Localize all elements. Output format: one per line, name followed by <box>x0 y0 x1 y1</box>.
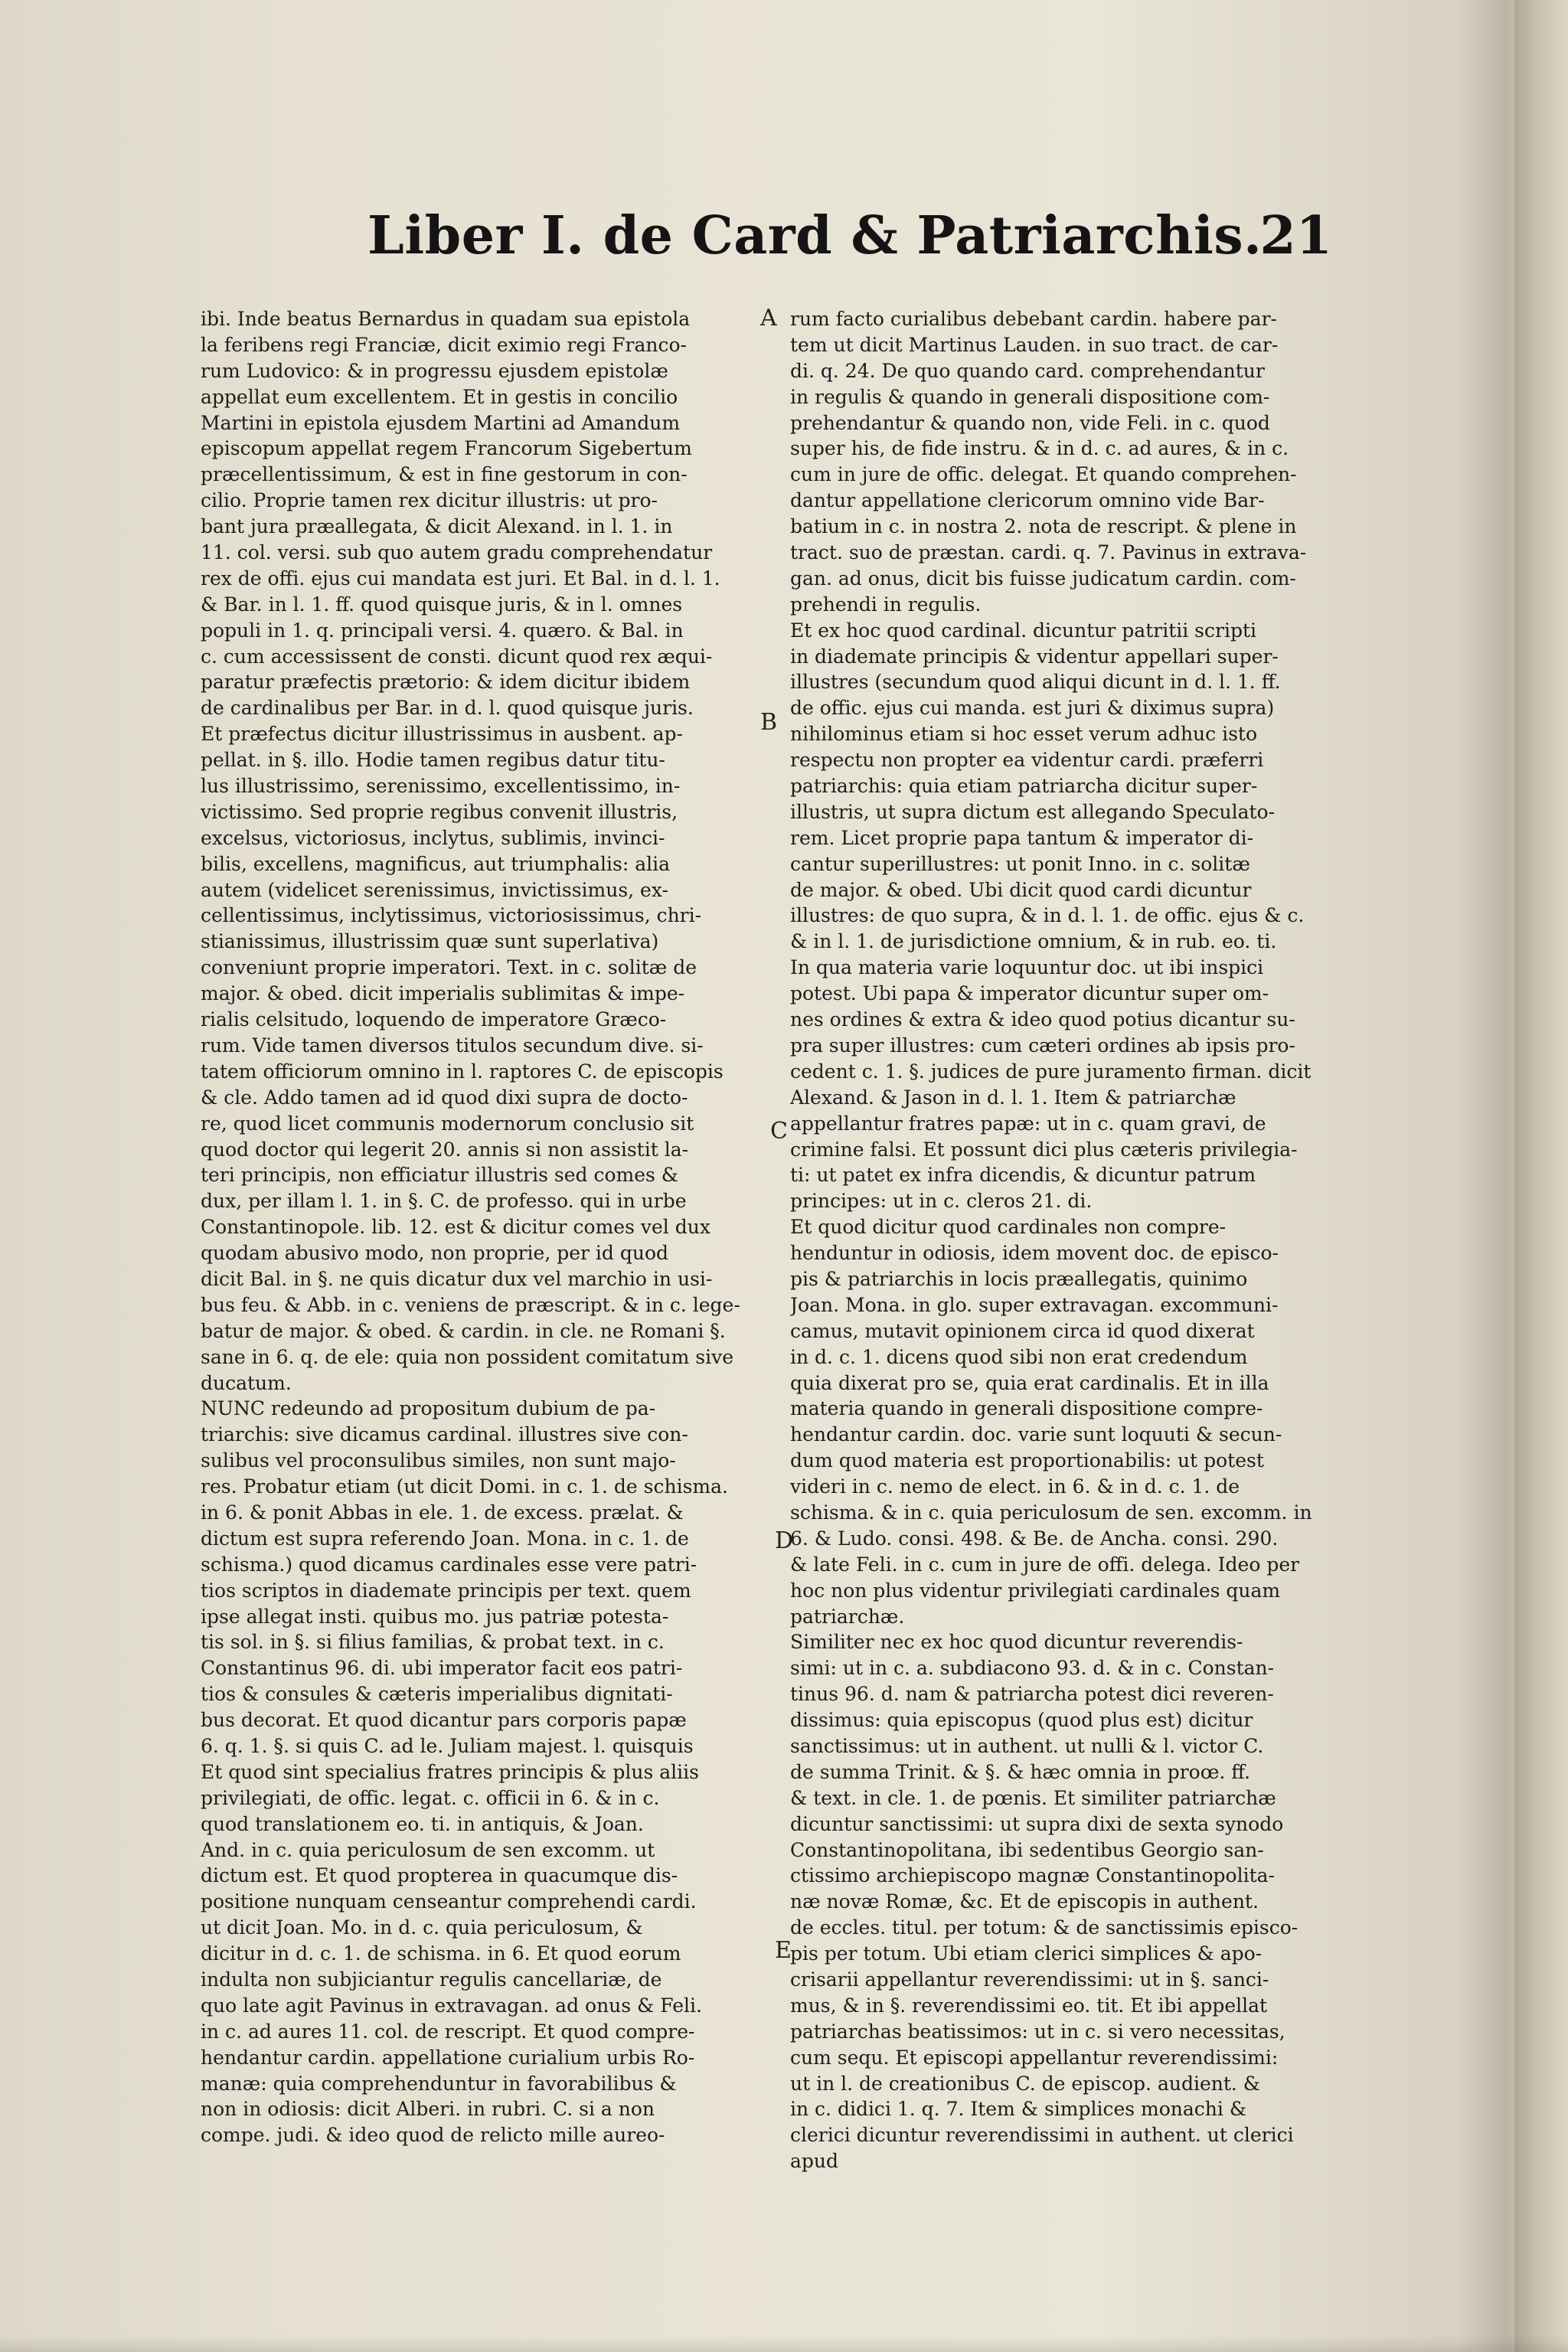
text-line: simi: ut in c. a. subdiacono 93. d. & in c. Constan- <box>790 1657 1275 1680</box>
text-line: patriarchis: quia etiam patriarcha dicitur super- <box>790 775 1258 798</box>
text-line: dicitur in d. c. 1. de schisma. in 6. Et quod eorum <box>201 1942 681 1965</box>
text-line: cilio. Proprie tamen rex dicitur illustris: ut pro- <box>201 489 658 512</box>
margin-letter-d: D <box>775 1527 794 1554</box>
text-line: ipse allegat insti. quibus mo. jus patriæ potesta- <box>201 1605 669 1628</box>
text-line: 6. & Ludo. consi. 498. & Be. de Ancha. consi. 290. <box>790 1527 1279 1550</box>
text-line: illustres: de quo supra, & in d. l. 1. de offic. ejus & c. <box>790 904 1305 927</box>
text-line: episcopum appellat regem Francorum Sigebertum <box>201 437 692 460</box>
text-line: camus, mutavit opinionem circa id quod dixerat <box>790 1319 1255 1342</box>
text-line: cellentissimus, inclytissimus, victoriosissimus, chri- <box>201 904 702 927</box>
text-line: prehendantur & quando non, vide Feli. in c. quod <box>790 411 1270 434</box>
text-line: And. in c. quia periculosum de sen excomm. ut <box>201 1838 655 1861</box>
text-line: principes: ut in c. cleros 21. di. <box>790 1190 1093 1213</box>
text-line: re, quod licet communis modernorum conclusio sit <box>201 1112 694 1135</box>
text-line: Similiter nec ex hoc quod dicuntur reverendis- <box>790 1631 1243 1654</box>
page-number: 21 <box>1259 205 1332 266</box>
text-line: schisma. & in c. quia periculosum de sen. excomm. in <box>790 1501 1312 1524</box>
text-line: Et quod dicitur quod cardinales non compre- <box>790 1216 1227 1239</box>
text-line: clerici dicuntur reverendissimi in authent. ut clerici <box>790 2124 1294 2147</box>
text-line: dum quod materia est proportionabilis: ut potest <box>790 1449 1264 1472</box>
text-line: in regulis & quando in generali dispositione com- <box>790 385 1270 408</box>
text-line: cum in jure de offic. delegat. Et quando comprehen- <box>790 463 1297 486</box>
text-line: sane in 6. q. de ele: quia non possident comitatum sive <box>201 1345 734 1368</box>
text-line: Constantinus 96. di. ubi imperator facit eos patri- <box>201 1657 683 1680</box>
text-line: prehendi in regulis. <box>790 593 982 616</box>
text-line: crimine falsi. Et possunt dici plus cæteris privilegia- <box>790 1138 1298 1161</box>
text-line: populi in 1. q. principali versi. 4. quæro. & Bal. in <box>201 619 684 642</box>
text-line: bus feu. & Abb. in c. veniens de præscript. & in c. lege- <box>201 1293 740 1316</box>
text-line: quod doctor qui legerit 20. annis si non assistit la- <box>201 1138 689 1161</box>
text-line: major. & obed. dicit imperialis sublimitas & impe- <box>201 982 685 1005</box>
text-line: rum. Vide tamen diversos titulos secundum dive. si- <box>201 1034 704 1057</box>
text-line: præcellentissimum, & est in fine gestorum in con- <box>201 463 688 486</box>
text-line: tios & consules & cæteris imperialibus dignitati- <box>201 1683 673 1706</box>
running-title: Liber I. de Card & Patriarchis. <box>368 205 1263 266</box>
text-line: apud <box>790 2150 839 2173</box>
margin-letter-b: B <box>760 709 778 736</box>
text-line: pis & patriarchis in locis præallegatis, quinimo <box>790 1267 1248 1290</box>
text-line: la feribens regi Franciæ, dicit eximio regi Franco- <box>201 333 687 356</box>
text-line: stianissimus, illustrissim quæ sunt superlativa) <box>201 930 659 953</box>
text-line: rum facto curialibus debebant cardin. habere par- <box>790 308 1277 330</box>
text-line: materia quando in generali dispositione compre- <box>790 1397 1263 1420</box>
text-line: pra super illustres: cum cæteri ordines ab ipsis pro- <box>790 1034 1295 1057</box>
text-line: ut dicit Joan. Mo. in d. c. quia periculosum, & <box>201 1916 643 1939</box>
text-line: 11. col. versi. sub quo autem gradu comprehendatur <box>201 541 713 564</box>
text-line: dicuntur sanctissimi: ut supra dixi de sexta synodo <box>790 1812 1284 1835</box>
text-line: de offic. ejus cui manda. est juri & diximus supra) <box>790 697 1275 720</box>
text-line: victissimo. Sed proprie regibus convenit illustris, <box>201 800 678 823</box>
text-line: gan. ad onus, dicit bis fuisse judicatum cardin. com- <box>790 567 1296 590</box>
text-line: positione nunquam censeantur comprehendi cardi. <box>201 1890 697 1913</box>
text-line: rum Ludovico: & in progressu ejusdem epistolæ <box>201 359 668 382</box>
text-line: non in odiosis: dicit Alberi. in rubri. C. si a non <box>201 2098 655 2121</box>
text-line: Et quod sint specialius fratres principis & plus aliis <box>201 1760 699 1783</box>
text-line: crisarii appellantur reverendissimi: ut in §. sanci- <box>790 1968 1269 1991</box>
text-line: tract. suo de præstan. cardi. q. 7. Pavinus in extrava- <box>790 541 1307 564</box>
text-line: cum sequ. Et episcopi appellantur reverendissimi: <box>790 2046 1279 2069</box>
text-line: Martini in epistola ejusdem Martini ad Amandum <box>201 411 681 434</box>
text-line: hendantur cardin. doc. varie sunt loquuti & secun- <box>790 1423 1282 1446</box>
text-line: Alexand. & Jason in d. l. 1. Item & patriarchæ <box>790 1086 1236 1109</box>
text-line: hendantur cardin. appellatione curialium urbis Ro- <box>201 2046 695 2069</box>
text-line: In qua materia varie loquuntur doc. ut ibi inspici <box>790 956 1264 979</box>
text-line: videri in c. nemo de elect. in 6. & in d. c. 1. de <box>790 1475 1240 1498</box>
text-line: nihilominus etiam si hoc esset verum adhuc isto <box>790 723 1258 746</box>
margin-letter-a: A <box>760 305 777 332</box>
text-line: in diademate principis & videntur appellari super- <box>790 645 1279 668</box>
text-line: triarchis: sive dicamus cardinal. illustres sive con- <box>201 1423 688 1446</box>
text-line: in d. c. 1. dicens quod sibi non erat credendum <box>790 1345 1248 1368</box>
text-line: & text. in cle. 1. de pœnis. Et similiter patriarchæ <box>790 1786 1276 1809</box>
text-line: dantur appellatione clericorum omnino vide Bar- <box>790 489 1265 512</box>
text-line: indulta non subjiciantur regulis cancellariæ, de <box>201 1968 662 1991</box>
text-line: de major. & obed. Ubi dicit quod cardi dicuntur <box>790 878 1252 901</box>
text-line: manæ: quia comprehenduntur in favorabilibus & <box>201 2072 677 2095</box>
text-line: appellat eum excellentem. Et in gestis in concilio <box>201 385 678 408</box>
text-line: quodam abusivo modo, non proprie, per id quod <box>201 1242 669 1265</box>
text-line: autem (videlicet serenissimus, invictissimus, ex- <box>201 878 668 901</box>
text-line: potest. Ubi papa & imperator dicuntur super om- <box>790 982 1269 1005</box>
text-line: quo late agit Pavinus in extravagan. ad onus & Feli. <box>201 1994 702 2017</box>
text-line: dissimus: quia episcopus (quod plus est) dicitur <box>790 1709 1253 1732</box>
text-line: & late Feli. in c. cum in jure de offi. delega. Ideo per <box>790 1553 1300 1576</box>
text-line: dictum est. Et quod propterea in quacumque dis- <box>201 1864 678 1887</box>
text-line: sanctissimus: ut in authent. ut nulli & l. victor C. <box>790 1734 1264 1757</box>
text-line: hoc non plus videntur privilegiati cardinales quam <box>790 1579 1281 1602</box>
text-line: & cle. Addo tamen ad id quod dixi supra de docto- <box>201 1086 688 1109</box>
text-line: Et præfectus dicitur illustrissimus in ausbent. ap- <box>201 723 683 746</box>
left-text-column <box>201 306 767 2266</box>
text-line: batium in c. in nostra 2. nota de rescript. & plene in <box>790 515 1297 538</box>
text-line: respectu non propter ea videntur cardi. præferri <box>790 749 1264 772</box>
text-line: bus decorat. Et quod dicantur pars corporis papæ <box>201 1709 687 1732</box>
text-line: dictum est supra referendo Joan. Mona. in c. 1. de <box>201 1527 689 1550</box>
text-line: tis sol. in §. si filius familias, & probat text. in c. <box>201 1631 665 1654</box>
text-line: cantur superillustres: ut ponit Inno. in c. solitæ <box>790 852 1250 875</box>
text-line: compe. judi. & ideo quod de relicto mille aureo- <box>201 2124 665 2147</box>
text-line: de cardinalibus per Bar. in d. l. quod quisque juris. <box>201 697 694 720</box>
text-line: Et ex hoc quod cardinal. dicuntur patritii scripti <box>790 619 1256 642</box>
text-line: pellat. in §. illo. Hodie tamen regibus datur titu- <box>201 749 665 772</box>
text-line: Constantinopolitana, ibi sedentibus Georgio san- <box>790 1838 1264 1861</box>
page-bottom-shadow <box>0 2335 1568 2352</box>
text-line: de summa Trinit. & §. & hæc omnia in proœ. ff. <box>790 1760 1251 1783</box>
margin-letter-e: E <box>775 1937 792 1964</box>
text-line: 6. q. 1. §. si quis C. ad le. Juliam majest. l. quisquis <box>201 1734 694 1757</box>
text-line: tatem officiorum omnino in l. raptores C. de episcopis <box>201 1060 724 1083</box>
text-line: privilegiati, de offic. legat. c. officii in 6. & in c. <box>201 1786 660 1809</box>
text-line: illustres (secundum quod aliqui dicunt in d. l. 1. ff. <box>790 671 1281 694</box>
text-line: ducatum. <box>201 1371 292 1394</box>
page-gutter-shadow <box>1514 0 1568 2352</box>
text-line: excelsus, victoriosus, inclytus, sublimis, invinci- <box>201 826 665 849</box>
text-line: mus, & in §. reverendissimi eo. tit. Et ibi appellat <box>790 1994 1268 2017</box>
text-line: de eccles. titul. per totum: & de sanctissimis episco- <box>790 1916 1298 1939</box>
text-line: dicit Bal. in §. ne quis dicatur dux vel marchio in usi- <box>201 1267 713 1290</box>
text-line: tem ut dicit Martinus Lauden. in suo tract. de car- <box>790 333 1279 356</box>
text-line: patriarchas beatissimos: ut in c. si vero necessitas, <box>790 2020 1285 2043</box>
text-line: rex de offi. ejus cui mandata est juri. Et Bal. in d. l. 1. <box>201 567 720 590</box>
text-line: super his, de fide instru. & in d. c. ad aures, & in c. <box>790 437 1289 460</box>
text-line: tinus 96. d. nam & patriarcha potest dici reveren- <box>790 1683 1274 1706</box>
text-line: bilis, excellens, magnificus, aut triumphalis: alia <box>201 852 671 875</box>
text-line: cedent c. 1. §. judices de pure juramento firman. dicit <box>790 1060 1312 1083</box>
text-line: conveniunt proprie imperatori. Text. in c. solitæ de <box>201 956 697 979</box>
text-line: tios scriptos in diademate principis per text. quem <box>201 1579 691 1602</box>
text-line: ibi. Inde beatus Bernardus in quadam sua epistola <box>201 308 691 330</box>
text-line: in c. ad aures 11. col. de rescript. Et quod compre- <box>201 2020 695 2043</box>
text-line: quod translationem eo. ti. in antiquis, & Joan. <box>201 1812 644 1835</box>
right-text-column <box>790 306 1349 2266</box>
text-line: teri principis, non efficiatur illustris sed comes & <box>201 1164 679 1187</box>
text-line: schisma.) quod dicamus cardinales esse vere patri- <box>201 1553 697 1576</box>
text-line: & Bar. in l. 1. ff. quod quisque juris, & in l. omnes <box>201 593 683 616</box>
text-line: nes ordines & extra & ideo quod potius dicantur su- <box>790 1008 1295 1031</box>
text-line: di. q. 24. De quo quando card. comprehendantur <box>790 359 1265 382</box>
text-line: lus illustrissimo, serenissimo, excellentissimo, in- <box>201 775 681 798</box>
text-line: illustris, ut supra dictum est allegando Speculato- <box>790 800 1276 823</box>
text-line: patriarchæ. <box>790 1605 905 1628</box>
text-line: in 6. & ponit Abbas in ele. 1. de excess. prælat. & <box>201 1501 684 1524</box>
text-line: appellantur fratres papæ: ut in c. quam gravi, de <box>790 1112 1266 1135</box>
text-line: dux, per illam l. 1. in §. C. de professo. qui in urbe <box>201 1190 687 1213</box>
text-line: batur de major. & obed. & cardin. in cle. ne Romani §. <box>201 1319 726 1342</box>
text-line: næ novæ Romæ, &c. Et de episcopis in authent. <box>790 1890 1259 1913</box>
text-line: pis per totum. Ubi etiam clerici simplices & apo- <box>790 1942 1263 1965</box>
text-line: paratur præfectis prætorio: & idem dicitur ibidem <box>201 671 691 694</box>
text-line: bant jura præallegata, & dicit Alexand. in l. 1. in <box>201 515 673 538</box>
running-header <box>368 205 1332 297</box>
text-line: sulibus vel proconsulibus similes, non sunt majo- <box>201 1449 676 1472</box>
text-line: rialis celsitudo, loquendo de imperatore Græco- <box>201 1008 667 1031</box>
text-line: in c. didici 1. q. 7. Item & simplices monachi & <box>790 2098 1247 2121</box>
text-line: ut in l. de creationibus C. de episcop. audient. & <box>790 2072 1261 2095</box>
text-line: rem. Licet proprie papa tantum & imperator di- <box>790 826 1254 849</box>
text-line: NUNC redeundo ad propositum dubium de pa- <box>201 1397 656 1420</box>
text-line: & in l. 1. de jurisdictione omnium, & in rub. eo. ti. <box>790 930 1277 953</box>
text-line: ctissimo archiepiscopo magnæ Constantinopolita- <box>790 1864 1275 1887</box>
margin-letter-c: C <box>770 1118 788 1145</box>
text-line: res. Probatur etiam (ut dicit Domi. in c. 1. de schisma. <box>201 1475 728 1498</box>
text-line: quia dixerat pro se, quia erat cardinalis. Et in illa <box>790 1371 1269 1394</box>
text-line: henduntur in odiosis, idem movent doc. de episco- <box>790 1242 1279 1265</box>
text-line: ti: ut patet ex infra dicendis, & dicuntur patrum <box>790 1164 1256 1187</box>
text-line: c. cum accessissent de consti. dicunt quod rex æqui- <box>201 645 713 668</box>
text-line: Constantinopole. lib. 12. est & dicitur comes vel dux <box>201 1216 710 1239</box>
text-line: Joan. Mona. in glo. super extravagan. excommuni- <box>790 1293 1279 1316</box>
